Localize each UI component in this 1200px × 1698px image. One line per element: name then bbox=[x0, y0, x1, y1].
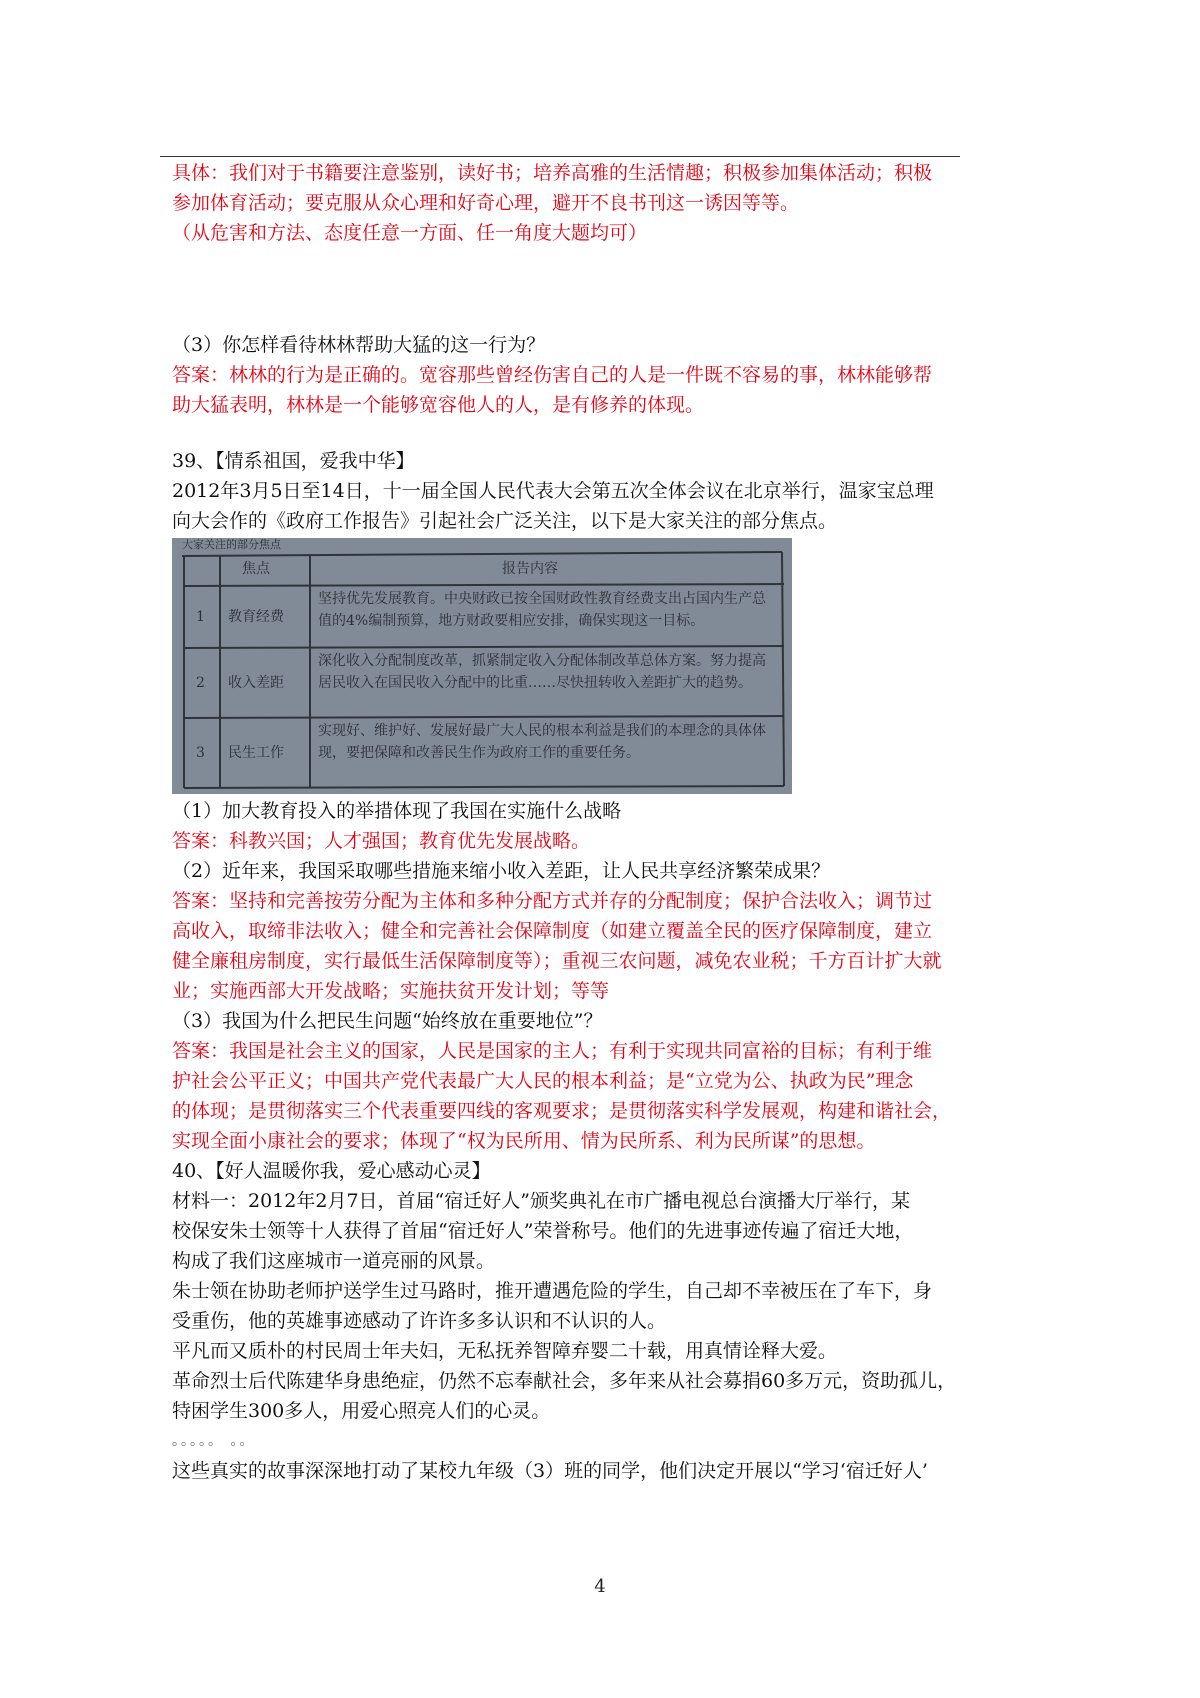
sub-question-2: （2）近年来，我国采取哪些措施来缩小收入差距，让人民共享经济繁荣成果？ bbox=[172, 860, 831, 882]
answer-line: 业；实施西部大开发战略；实施扶贫开发计划；等等 bbox=[172, 980, 610, 1002]
answer-line: 答案：我国是社会主义的国家，人民是国家的主人；有利于实现共同富裕的目标；有利于维 bbox=[172, 1040, 933, 1062]
table-row-focus: 教育经费 bbox=[228, 609, 284, 625]
table-header-content: 报告内容 bbox=[502, 561, 558, 577]
table-row-number: 3 bbox=[196, 745, 205, 761]
answer-line: 答案：坚持和完善按劳分配为主体和多种分配方式并存的分配制度；保护合法收入；调节过 bbox=[172, 890, 933, 912]
paragraph-line: 2012年3月5日至14日，十一届全国人民代表大会第五次全体会议在北京举行，温家宝总理 bbox=[172, 480, 934, 502]
answer-line: 参加体育活动；要克服从众心理和好奇心理，避开不良书刊这一诱因等等。 bbox=[172, 192, 800, 214]
ellipsis-marks: 。。。。。 。。 bbox=[172, 1433, 256, 1449]
question-39-heading: 39、【情系祖国，爱我中华】 bbox=[172, 450, 415, 472]
question-40-heading: 40、【好人温暖你我，爱心感动心灵】 bbox=[172, 1160, 491, 1182]
answer-note: （从危害和方法、态度任意一方面、任一角度大题均可） bbox=[172, 222, 648, 244]
answer-line: 健全廉租房制度，实行最低生活保障制度等）；重视三农问题，减免农业税；千方百计扩大就 bbox=[172, 950, 942, 972]
table-row-content: 坚持优先发展教育。中央财政已按全国财政性教育经费支出占国内生产总值的4%编制预算，地方财政要相应安排，确保实现这一目标。 bbox=[318, 591, 766, 629]
paragraph-line: 平凡而又质朴的村民周士年夫妇，无私抚养智障弃婴二十载，用真情诠释大爱。 bbox=[172, 1340, 838, 1362]
page-number: 4 bbox=[594, 1576, 606, 1597]
answer-line: 答案：科教兴国；人才强国；教育优先发展战略。 bbox=[172, 830, 591, 852]
table-row-number: 1 bbox=[196, 609, 205, 625]
answer-line: 高收入，取缔非法收入；健全和完善社会保障制度（如建立覆盖全民的医疗保障制度，建立 bbox=[172, 920, 933, 942]
paragraph-line: 这些真实的故事深深地打动了某校九年级（3）班的同学，他们决定开展以“学习‘宿迁好人’ bbox=[172, 1460, 928, 1482]
table-row-focus: 民生工作 bbox=[228, 745, 284, 761]
paragraph-line: 向大会作的《政府工作报告》引起社会广泛关注，以下是大家关注的部分焦点。 bbox=[172, 510, 838, 532]
table-row-focus: 收入差距 bbox=[228, 675, 284, 691]
report-table-photo bbox=[172, 538, 792, 794]
paragraph-line: 特困学生300多人，用爱心照亮人们的心灵。 bbox=[172, 1400, 551, 1422]
paragraph-line: 朱士领在协助老师护送学生过马路时，推开遭遇危险的学生，自己却不幸被压在了车下，身 bbox=[172, 1280, 933, 1302]
answer-line: 的体现；是贯彻落实三个代表重要四线的客观要求；是贯彻落实科学发展观，构建和谐社会， bbox=[172, 1100, 952, 1122]
table-header-focus: 焦点 bbox=[242, 561, 270, 577]
document-body bbox=[172, 158, 1052, 1486]
answer-line: 护社会公平正义；中国共产党代表最广大人民的根本利益；是“立党为公、执政为民”理念 bbox=[172, 1070, 914, 1092]
answer-line: 实现全面小康社会的要求；体现了“权为民所用、情为民所系、利为民所谋”的思想。 bbox=[172, 1130, 876, 1152]
paragraph-line: 构成了我们这座城市一道亮丽的风景。 bbox=[172, 1250, 496, 1272]
answer-line: 答案：林林的行为是正确的。宽容那些曾经伤害自己的人是一件既不容易的事，林林能够帮 bbox=[172, 364, 933, 386]
table-row-number: 2 bbox=[196, 675, 205, 691]
answer-line: 具体：我们对于书籍要注意鉴别，读好书；培养高雅的生活情趣；积极参加集体活动；积极 bbox=[172, 162, 933, 184]
paragraph-line: 受重伤，他的英雄事迹感动了许许多多认识和不认识的人。 bbox=[172, 1310, 667, 1332]
sub-question-1: （1）加大教育投入的举措体现了我国在实施什么战略 bbox=[172, 800, 622, 822]
answer-line: 助大猛表明，林林是一个能够宽容他人的人，是有修养的体现。 bbox=[172, 394, 705, 416]
paragraph-line: 校保安朱士领等十人获得了首届“宿迁好人”荣誉称号。他们的先进事迹传遍了宿迁大地， bbox=[172, 1220, 914, 1242]
paragraph-line: 革命烈士后代陈建华身患绝症，仍然不忘奉献社会，多年来从社会募捐60多万元，资助孤儿， bbox=[172, 1370, 957, 1392]
table-row-content: 实现好、维护好、发展好最广大人民的根本利益是我们的本理念的具体体现，要把保障和改善民生作为政府工作的重要任务。 bbox=[318, 723, 766, 761]
table-row-content: 深化收入分配制度改革，抓紧制定收入分配体制改革总体方案。努力提高居民收入在国民收入分配中的比重……尽快扭转收入差距扩大的趋势。 bbox=[318, 653, 766, 691]
table-caption: 大家关注的部分焦点 bbox=[182, 538, 281, 551]
question-3: （3）你怎样看待林林帮助大猛的这一行为？ bbox=[172, 334, 546, 356]
header-rule bbox=[160, 156, 960, 157]
paragraph-line: 材料一：2012年2月7日，首届“宿迁好人”颁奖典礼在市广播电视总台演播大厅举行，某 bbox=[172, 1190, 910, 1212]
sub-question-3: （3）我国为什么把民生问题“始终放在重要地位”？ bbox=[172, 1010, 603, 1032]
